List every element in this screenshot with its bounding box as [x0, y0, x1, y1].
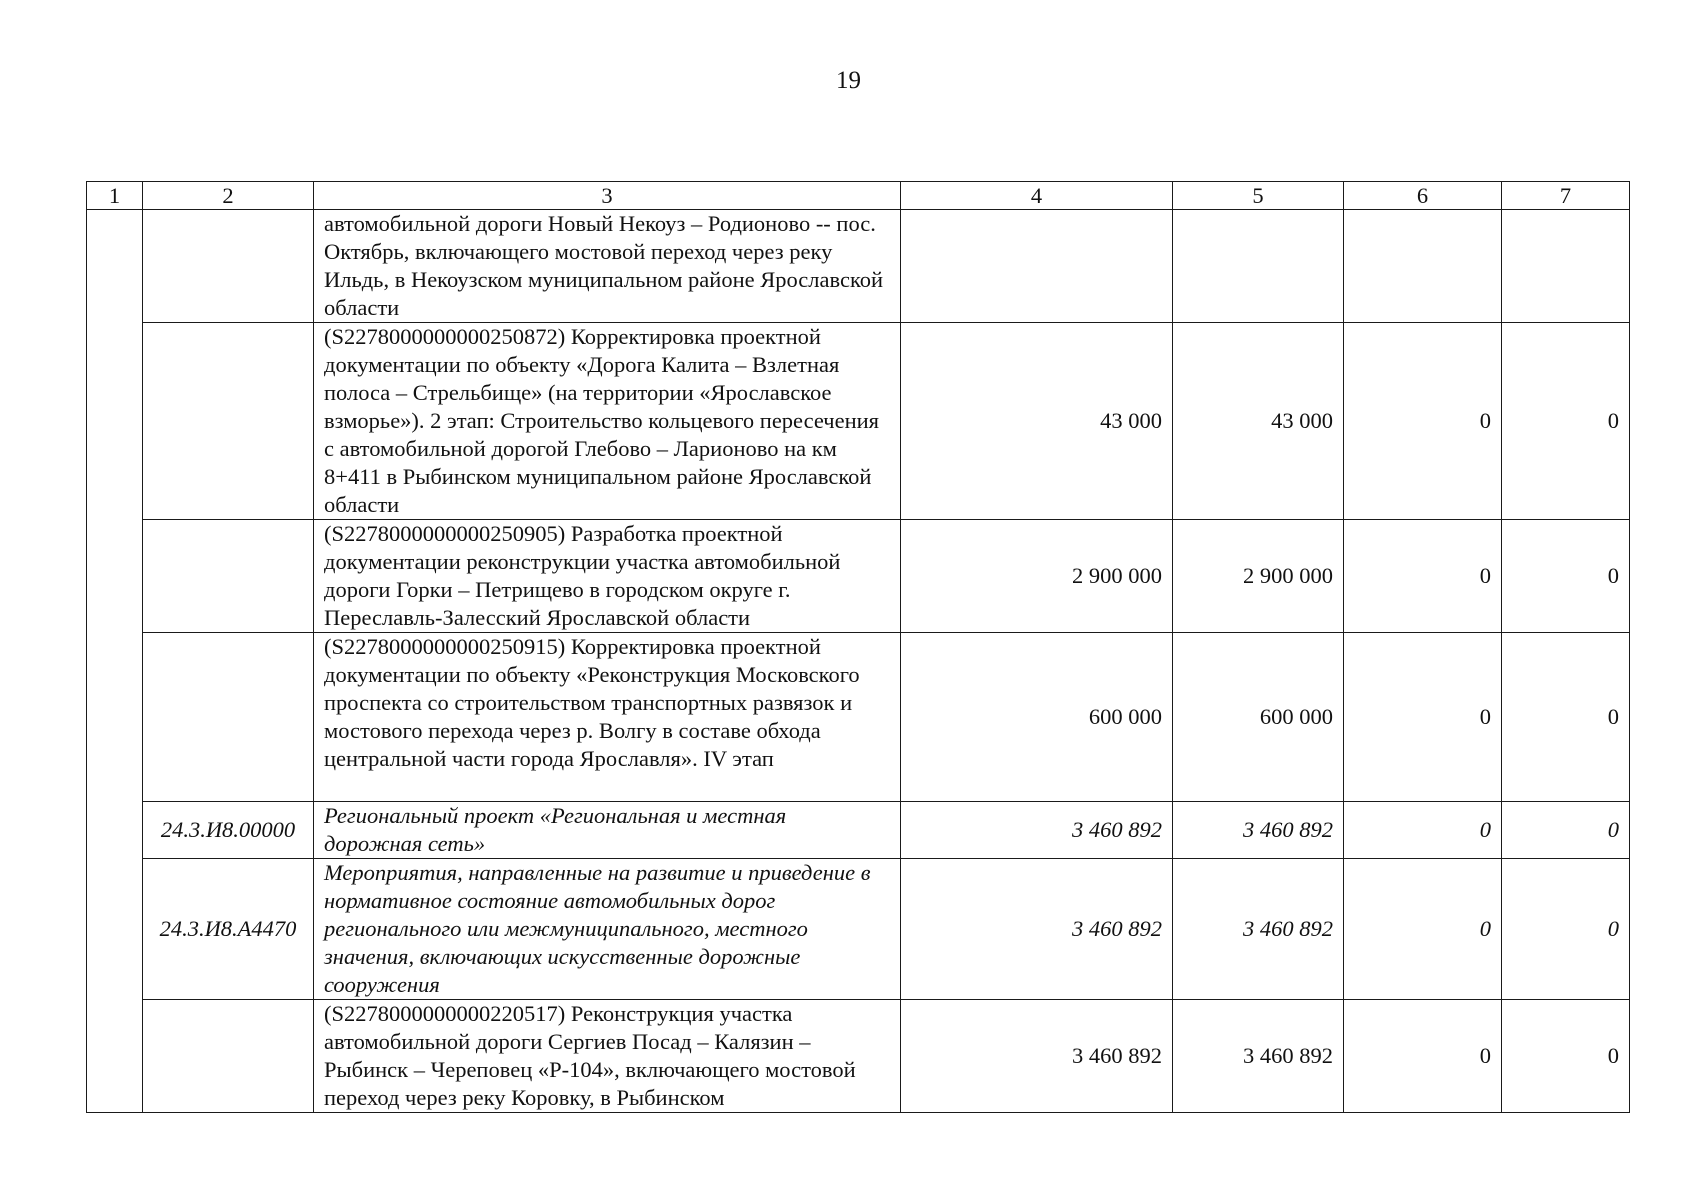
column-header-3: 3 — [314, 182, 901, 210]
code-cell: 24.3.И8.00000 — [143, 802, 314, 859]
value-cell-4: 3 460 892 — [901, 1000, 1173, 1113]
name-cell: Региональный проект «Региональная и местная дорожная сеть» — [314, 802, 901, 859]
column-header-7: 7 — [1502, 182, 1630, 210]
table-row — [87, 802, 1630, 859]
column-1-cell — [87, 210, 143, 1113]
table-row — [87, 633, 1630, 802]
code-cell — [143, 633, 314, 802]
value-cell-7: 0 — [1502, 633, 1630, 802]
value-cell-5: 3 460 892 — [1173, 1000, 1344, 1113]
column-header-4: 4 — [901, 182, 1173, 210]
value-cell-4: 3 460 892 — [901, 859, 1173, 1000]
table-row — [87, 1000, 1630, 1113]
value-cell-5 — [1173, 210, 1344, 323]
value-cell-5: 2 900 000 — [1173, 520, 1344, 633]
value-cell-6: 0 — [1344, 859, 1502, 1000]
code-cell — [143, 1000, 314, 1113]
value-cell-4: 43 000 — [901, 323, 1173, 520]
value-cell-6: 0 — [1344, 323, 1502, 520]
value-cell-7 — [1502, 210, 1630, 323]
value-cell-4: 3 460 892 — [901, 802, 1173, 859]
column-header-5: 5 — [1173, 182, 1344, 210]
value-cell-7: 0 — [1502, 1000, 1630, 1113]
name-cell: (S2278000000000250905) Разработка проектной документации реконструкции участка автомобильной дороги Горки – Петрищево в городском округе г. Переславль-Залесский Ярославской области — [314, 520, 901, 633]
value-cell-7: 0 — [1502, 802, 1630, 859]
value-cell-6: 0 — [1344, 520, 1502, 633]
value-cell-5: 43 000 — [1173, 323, 1344, 520]
value-cell-7: 0 — [1502, 520, 1630, 633]
table-row — [87, 859, 1630, 1000]
value-cell-5: 3 460 892 — [1173, 802, 1344, 859]
column-header-6: 6 — [1344, 182, 1502, 210]
name-cell: (S2278000000000250872) Корректировка проектной документации по объекту «Дорога Калита – Взлетная полоса – Стрельбище» (на территории «Ярославское взморье»). 2 этап: Строительство кольцевого пересечения с автомобильной дорогой Глебово – Ларионово на км 8+411 в Рыбинском муниципальном районе Ярославской области — [314, 323, 901, 520]
value-cell-4 — [901, 210, 1173, 323]
budget-table — [86, 181, 1630, 1113]
column-header-1: 1 — [87, 182, 143, 210]
name-cell: автомобильной дороги Новый Некоуз – Родионово -- пос. Октябрь, включающего мостовой переход через реку Ильдь, в Некоузском муниципальном районе Ярославской области — [314, 210, 901, 323]
name-cell: (S2278000000000250915) Корректировка проектной документации по объекту «Реконструкция Московского проспекта со строительством транспортных развязок и мостового перехода через р. Волгу в составе обхода центральной части города Ярославля». IV этап — [314, 633, 901, 802]
value-cell-6: 0 — [1344, 1000, 1502, 1113]
value-cell-7: 0 — [1502, 323, 1630, 520]
code-cell: 24.3.И8.А4470 — [143, 859, 314, 1000]
value-cell-6 — [1344, 210, 1502, 323]
value-cell-5: 600 000 — [1173, 633, 1344, 802]
name-cell-text: (S2278000000000220517) Реконструкция участка автомобильной дороги Сергиев Посад – Калязин – Рыбинск – Череповец «Р-104», включающего мостовой переход через реку Коровку, в Рыбинском — [324, 1001, 856, 1110]
table-row — [87, 210, 1630, 323]
code-cell — [143, 520, 314, 633]
value-cell-6: 0 — [1344, 633, 1502, 802]
value-cell-6: 0 — [1344, 802, 1502, 859]
header-row — [87, 182, 1630, 210]
value-cell-5: 3 460 892 — [1173, 859, 1344, 1000]
table-row — [87, 520, 1630, 633]
name-cell: Мероприятия, направленные на развитие и приведение в нормативное состояние автомобильных дорог регионального или межмуниципального, местного значения, включающих искусственные дорожные сооружения — [314, 859, 901, 1000]
code-cell — [143, 323, 314, 520]
value-cell-7: 0 — [1502, 859, 1630, 1000]
column-header-2: 2 — [143, 182, 314, 210]
page-number: 19 — [836, 67, 861, 94]
name-cell — [314, 1000, 901, 1113]
value-cell-4: 2 900 000 — [901, 520, 1173, 633]
table-row — [87, 323, 1630, 520]
code-cell — [143, 210, 314, 323]
value-cell-4: 600 000 — [901, 633, 1173, 802]
